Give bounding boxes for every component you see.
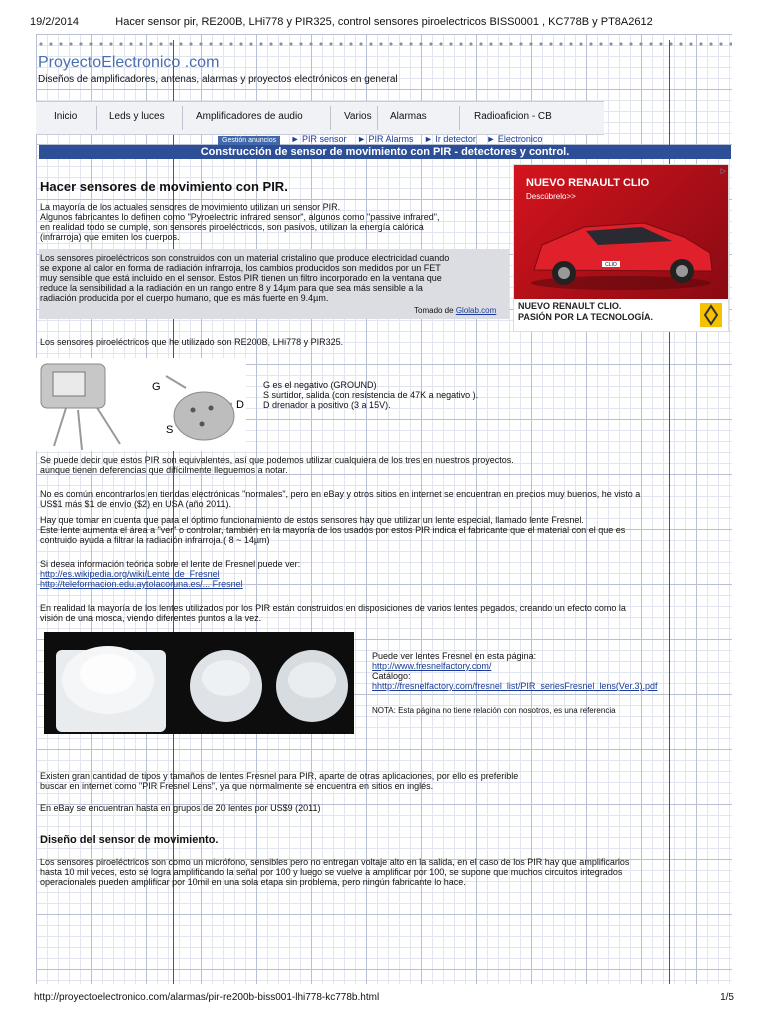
print-url: http://proyectoelectronico.com/alarmas/pir-re200b-biss001-lhi778-kc778b.html [34, 992, 380, 1003]
page-title: Hacer sensores de movimiento con PIR. [40, 179, 288, 194]
pin-descriptions: G es el negativo (GROUND) S surtidor, salida (con resistencia de 47K a negativo ). D drenador a positivo (3 a 15V). [263, 380, 479, 410]
ad-link-ir-detector[interactable]: ► Ir detector [424, 134, 476, 144]
ad-link-electronico[interactable]: ► Electronico [486, 134, 543, 144]
car-illustration [514, 165, 728, 299]
ebay-paragraph: En eBay se encuentran hasta en grupos de 20 lentes por US$9 (2011) [40, 803, 321, 813]
source-link[interactable]: Glolab.com [455, 306, 497, 315]
plate-text: CLIO [605, 262, 617, 268]
lens-side-text: Puede ver lentes Fresnel en esta página: http://www.fresnelfactory.com/ Catálogo: hhttp://fresnelfactory.com/fresnel_list/PIR_seriesFresnel_lens(Ver.3).pdf [372, 651, 730, 691]
pin-label-g: G [152, 381, 161, 393]
teleformacion-link[interactable]: http://teleformacion.edu.aytolacoruna.es/... Fresnel [40, 579, 243, 589]
print-title: Hacer sensor pir, RE200B, LHi778 y PIR325, control sensores piroelectricos BISS0001 , KC778B y PT8A2612 [115, 16, 653, 28]
nav-separator [330, 106, 331, 130]
print-date: 19/2/2014 [30, 16, 79, 28]
nav-item-radioaficion[interactable]: Radioaficion - CB [474, 111, 552, 122]
nav-item-amplificadores[interactable]: Amplificadores de audio [196, 111, 303, 122]
ad-image [514, 165, 728, 299]
wikipedia-link[interactable]: http://es.wikipedia.org/wiki/Lente_de_Fresnel [40, 569, 220, 579]
availability-paragraph: No es común encontrarlos en tiendas electrónicas "normales", pero en eBay y otros sitios en internet se encuentran en precios muy buenos, he visto a US$1 más $1 de envío ($2) en USA (año 2011). [40, 489, 641, 509]
catalog-link[interactable]: hhttp://fresnelfactory.com/fresnel_list/PIR_seriesFresnel_lens(Ver.3).pdf [372, 681, 658, 691]
equivalent-paragraph: Se puede decir que estos PIR son equivalentes, así que podemos utilizar cualquiera de los tres en nuestros proyectos. aunque tienen deferencias que difícilmente lleguemos a notar. [40, 455, 514, 475]
pir-sensor-photo [36, 358, 246, 451]
ad-links-bar [218, 134, 542, 145]
ad-headline: NUEVO RENAULT CLIO [526, 177, 650, 189]
main-nav [36, 101, 604, 135]
ad-tagline-2: PASIÓN POR LA TECNOLOGÍA. [518, 312, 654, 322]
fresnel-lens-photo [44, 632, 354, 734]
intro-paragraph: La mayoría de los actuales sensores de movimiento utilizan un sensor PIR. Algunos fabricantes lo definen como "Pyroelectric infrared sensor", algunos como "passive infrared", en realidad todo se cumple, son sensores piroeléctricos, son pasivos, utilizan la energía calórica (infrarroja) que emiten los cuerpos. [40, 202, 440, 242]
lenses-paragraph: En realidad la mayoría de los lentes utilizados por los PIR están construidos en disposiciones de varios lentes pegados, creando un efecto como la visión de una mosca, viendo diferentes puntos a la vez. [40, 603, 626, 623]
design-paragraph: Los sensores piroeléctricos son como un micrófono, sensibles pero no entregan voltaje alto en la salida, en el caso de los PIR hay que amplificarlos hasta 10 mil veces, esto se logra amplificando la señal por 100 y luego se vuelve a amplificar por 100, se supone que muchos circuitos integrados operacionales pueden amplificar por 10mil en una sola etapa sin problema, pero ningún fabricante lo hace. [40, 857, 630, 887]
section-heading-design: Diseño del sensor de movimiento. [40, 834, 219, 846]
pin-label-d: D [236, 399, 244, 411]
print-page-number: 1/5 [720, 992, 734, 1003]
ad-tagline-1: NUEVO RENAULT CLIO. [518, 301, 622, 311]
quote-source: Tomado de Glolab.com [414, 306, 497, 315]
print-header [0, 12, 768, 26]
car-advertisement[interactable] [513, 164, 729, 332]
nav-item-inicio[interactable]: Inicio [54, 111, 78, 122]
nav-separator [96, 106, 97, 130]
lens-note: NOTA: Esta página no tiene relación con nosotros, es una referencia [372, 706, 616, 715]
fresnel-lens-illustration [44, 632, 354, 734]
fresnel-paragraph: Hay que tomar en cuenta que para el óptimo funcionamiento de estos sensores hay que utilizar un lente especial, llamado lente Fresnel. Este lente aumenta el área a "ver" o controlar, también en la mayoría de los usados por estos PIR indica el fabricante que el material con el que es contruido ayuda a filtrar la radiación infrarroja.( 8 ~ 14µm) [40, 515, 626, 545]
ad-choices-icon[interactable]: ▷ [720, 168, 726, 175]
types-paragraph: Existen gran cantidad de tipos y tamaños de lentes Fresnel para PIR, aparte de otras aplicaciones, por ello es preferible buscar en internet como "PIR Fresnel Lens", ya que normalmente se encuentra en sitios en inglés. [40, 771, 519, 791]
pin-label-s: S [166, 424, 174, 436]
sensors-used: Los sensores piroeléctricos que he utilizado son RE200B, LHi778 y PIR325. [40, 337, 344, 347]
quote-text: Los sensores piroeléctricos son construidos con un material cristalino que produce electricidad cuando se expone al calor en forma de radiación infrarroja, los cambios producidos son medidos por un FET muy sensible que está incluido en el sensor. Estos PIR tienen un filtro incorporado en la ventana que reduce la sensibilidad a la radiación en un rango entre 8 y 14µm para que sea más sensible a la radiación producida por el cuerpo humano, que es más fuerte en 9.4µm. [40, 253, 450, 303]
page-banner: Construcción de sensor de movimiento con PIR - detectores y control. [39, 145, 731, 159]
renault-logo-icon [700, 303, 722, 327]
pir-sensor-illustration [36, 358, 246, 451]
nav-separator [377, 106, 378, 130]
nav-separator [459, 106, 460, 130]
nav-separator [182, 106, 183, 130]
site-tagline: Diseños de amplificadores, antenas, alarmas y proyectos electrónicos en general [38, 74, 398, 85]
web-page [36, 34, 732, 984]
nav-item-alarmas[interactable]: Alarmas [390, 111, 427, 122]
fresnelfactory-link[interactable]: http://www.fresnelfactory.com/ [372, 661, 492, 671]
nav-item-varios[interactable]: Varios [344, 111, 372, 122]
ad-link-pir-alarms[interactable]: ► PIR Alarms [357, 134, 414, 144]
site-logo[interactable]: ProyectoElectronico .com [38, 54, 220, 71]
theory-paragraph: Si desea información teórica sobre el lente de Fresnel puede ver: http://es.wikipedia.org/wiki/Lente_de_Fresnel http://teleformacion.edu.aytolacoruna.es/... Fresnel [40, 559, 720, 589]
nav-item-leds[interactable]: Leds y luces [109, 111, 165, 122]
ad-link-pir-sensor[interactable]: ► PIR sensor [290, 134, 347, 144]
ad-cta[interactable]: Descúbrelo>> [526, 192, 576, 201]
spiral-binding [36, 40, 732, 48]
ad-management-label[interactable]: Gestión anuncios [218, 136, 280, 145]
